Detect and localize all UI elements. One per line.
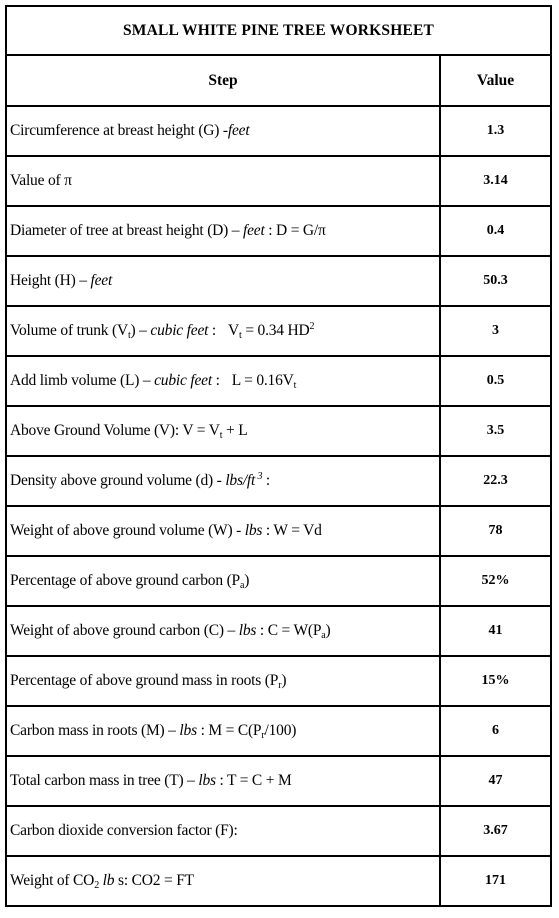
table-row — [6, 506, 551, 556]
step-conversion-factor: Carbon dioxide conversion factor (F): — [6, 806, 440, 856]
table-row — [6, 456, 551, 506]
table-row — [6, 406, 551, 456]
worksheet-title: SMALL WHITE PINE TREE WORKSHEET — [6, 6, 551, 55]
value-above-ground-volume: 3.5 — [440, 406, 551, 456]
value-weight-above-ground: 78 — [440, 506, 551, 556]
step-above-ground-volume: Above Ground Volume (V): $V = V_t + L$ — [6, 406, 440, 456]
step-weight-co2: Weight of $CO_2$ lb s: CO2 = FT — [6, 856, 440, 906]
step-column-header: Step — [6, 55, 440, 106]
step-weight-above-ground: Weight of above ground volume (W) - lbs : W = Vd — [6, 506, 440, 556]
table-row — [6, 356, 551, 406]
value-diameter: 0.4 — [440, 206, 551, 256]
step-diameter: Diameter of tree at breast height (D) – feet : D = G/π — [6, 206, 440, 256]
worksheet-table — [5, 5, 552, 907]
value-limb-volume: 0.5 — [440, 356, 551, 406]
table-row — [6, 756, 551, 806]
table-row — [6, 606, 551, 656]
value-percentage-carbon: 52% — [440, 556, 551, 606]
table-row — [6, 106, 551, 156]
table-row — [6, 656, 551, 706]
table-row — [6, 206, 551, 256]
table-row — [6, 156, 551, 206]
step-weight-carbon: Weight of above ground carbon (C) – lbs : $C = W(P_a)$ — [6, 606, 440, 656]
value-total-carbon: 47 — [440, 756, 551, 806]
value-pi: 3.14 — [440, 156, 551, 206]
table-row — [6, 306, 551, 356]
step-limb-volume: Add limb volume (L) – cubic feet : $L = 0.16V_t$ — [6, 356, 440, 406]
step-density: Density above ground volume (d) - lbs/ft $^3$ : — [6, 456, 440, 506]
table-row — [6, 856, 551, 906]
step-percentage-carbon: Percentage of above ground carbon $(P_a)$ — [6, 556, 440, 606]
value-conversion-factor: 3.67 — [440, 806, 551, 856]
value-trunk-volume: 3 — [440, 306, 551, 356]
value-carbon-roots: 6 — [440, 706, 551, 756]
table-row — [6, 806, 551, 856]
table-row — [6, 706, 551, 756]
step-carbon-roots: Carbon mass in roots (M) – lbs : $M = C(P_r/100)$ — [6, 706, 440, 756]
value-density: 22.3 — [440, 456, 551, 506]
value-column-header: Value — [440, 55, 551, 106]
table-row — [6, 556, 551, 606]
value-circumference: 1.3 — [440, 106, 551, 156]
step-pi: Value of π — [6, 156, 440, 206]
table-row — [6, 256, 551, 306]
step-circumference: Circumference at breast height (G) -feet — [6, 106, 440, 156]
value-height: 50.3 — [440, 256, 551, 306]
value-weight-carbon: 41 — [440, 606, 551, 656]
step-total-carbon: Total carbon mass in tree (T) – lbs : T = C + M — [6, 756, 440, 806]
value-percentage-roots: 15% — [440, 656, 551, 706]
step-height: Height (H) – feet — [6, 256, 440, 306]
step-percentage-roots: Percentage of above ground mass in roots $(P_r)$ — [6, 656, 440, 706]
step-trunk-volume: Volume of trunk $(V_t)$ – cubic feet : $V_t = 0.34$ $HD^2$ — [6, 306, 440, 356]
value-weight-co2: 171 — [440, 856, 551, 906]
